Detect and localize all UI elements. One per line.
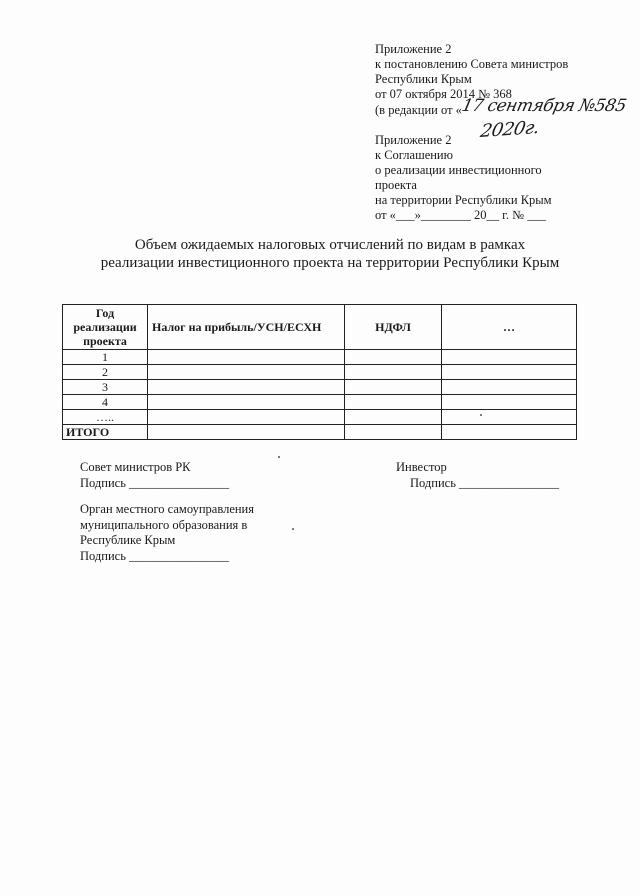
table-cell — [148, 380, 345, 395]
scan-speck — [480, 414, 482, 416]
table-row — [63, 365, 577, 380]
header-line: к Соглашению — [375, 148, 453, 162]
document-title: Объем ожидаемых налоговых отчислений по видам в рамках реализации инвестиционного проекта на территории Республики Крым — [100, 237, 560, 271]
table-cell — [345, 380, 442, 395]
column-header-year: Год реализации проекта — [63, 305, 148, 350]
table-cell — [442, 425, 577, 440]
header-line: от 07 октября 2014 № 368 — [375, 87, 512, 101]
table-total-row — [63, 425, 577, 440]
year-cell: 2 — [63, 365, 148, 380]
municipal-line: Орган местного самоуправления — [80, 502, 254, 516]
year-cell: 1 — [63, 350, 148, 365]
table-cell — [442, 410, 577, 425]
table-cell — [345, 350, 442, 365]
council-signature-line: Подпись ________________ — [80, 476, 230, 490]
table-cell — [148, 395, 345, 410]
appendix-header — [375, 42, 626, 223]
table-cell — [442, 350, 577, 365]
investor-name: Инвестор — [396, 460, 447, 474]
table-cell — [148, 410, 345, 425]
header-line: проекта — [375, 178, 417, 192]
header-line: Приложение 2 — [375, 133, 452, 147]
table-row — [63, 410, 577, 425]
handwritten-edition-date: 17 сентября №585 — [459, 96, 628, 116]
table-cell — [442, 380, 577, 395]
edition-line — [375, 96, 628, 118]
header-line: от «___»________ 20__ г. № ___ — [375, 208, 546, 222]
investor-signature-line: Подпись ________________ — [410, 476, 560, 490]
header-line: о реализации инвестиционного — [375, 163, 542, 177]
handwritten-year: 2020г. — [478, 117, 541, 142]
year-cell: 4 — [63, 395, 148, 410]
header-line: на территории Республики Крым — [375, 193, 552, 207]
column-header-ndfl: НДФЛ — [345, 305, 442, 350]
table-row — [63, 395, 577, 410]
table-header-row — [63, 305, 577, 350]
council-name: Совет министров РК — [80, 460, 191, 474]
table-cell — [345, 395, 442, 410]
column-header-more: … — [442, 305, 577, 350]
table-cell — [442, 365, 577, 380]
scan-speck — [292, 528, 294, 530]
table-row — [63, 350, 577, 365]
total-label: ИТОГО — [63, 425, 148, 440]
year-cell: ….. — [63, 410, 148, 425]
municipal-signature-line: Подпись ________________ — [80, 548, 230, 563]
header-line: Республики Крым — [375, 72, 472, 86]
table-cell — [442, 395, 577, 410]
tax-table — [62, 304, 577, 440]
council-signature-block — [80, 459, 229, 491]
table-row — [63, 380, 577, 395]
municipal-line: Республике Крым — [80, 533, 176, 547]
table-cell — [148, 365, 345, 380]
header-line: Приложение 2 — [375, 42, 452, 56]
table-cell — [148, 425, 345, 440]
column-header-profit-tax: Налог на прибыль/УСН/ЕСХН — [148, 305, 345, 350]
municipal-signature-block — [80, 502, 254, 564]
municipal-line: муниципального образования в — [80, 517, 248, 532]
header-line: к постановлению Совета министров — [375, 57, 569, 71]
table-cell — [345, 365, 442, 380]
table-cell — [148, 350, 345, 365]
edition-prefix: (в редакции от « — [375, 103, 462, 117]
year-cell: 3 — [63, 380, 148, 395]
table-cell — [345, 410, 442, 425]
scan-speck — [278, 456, 280, 458]
investor-signature-block — [396, 459, 559, 491]
table-cell — [345, 425, 442, 440]
